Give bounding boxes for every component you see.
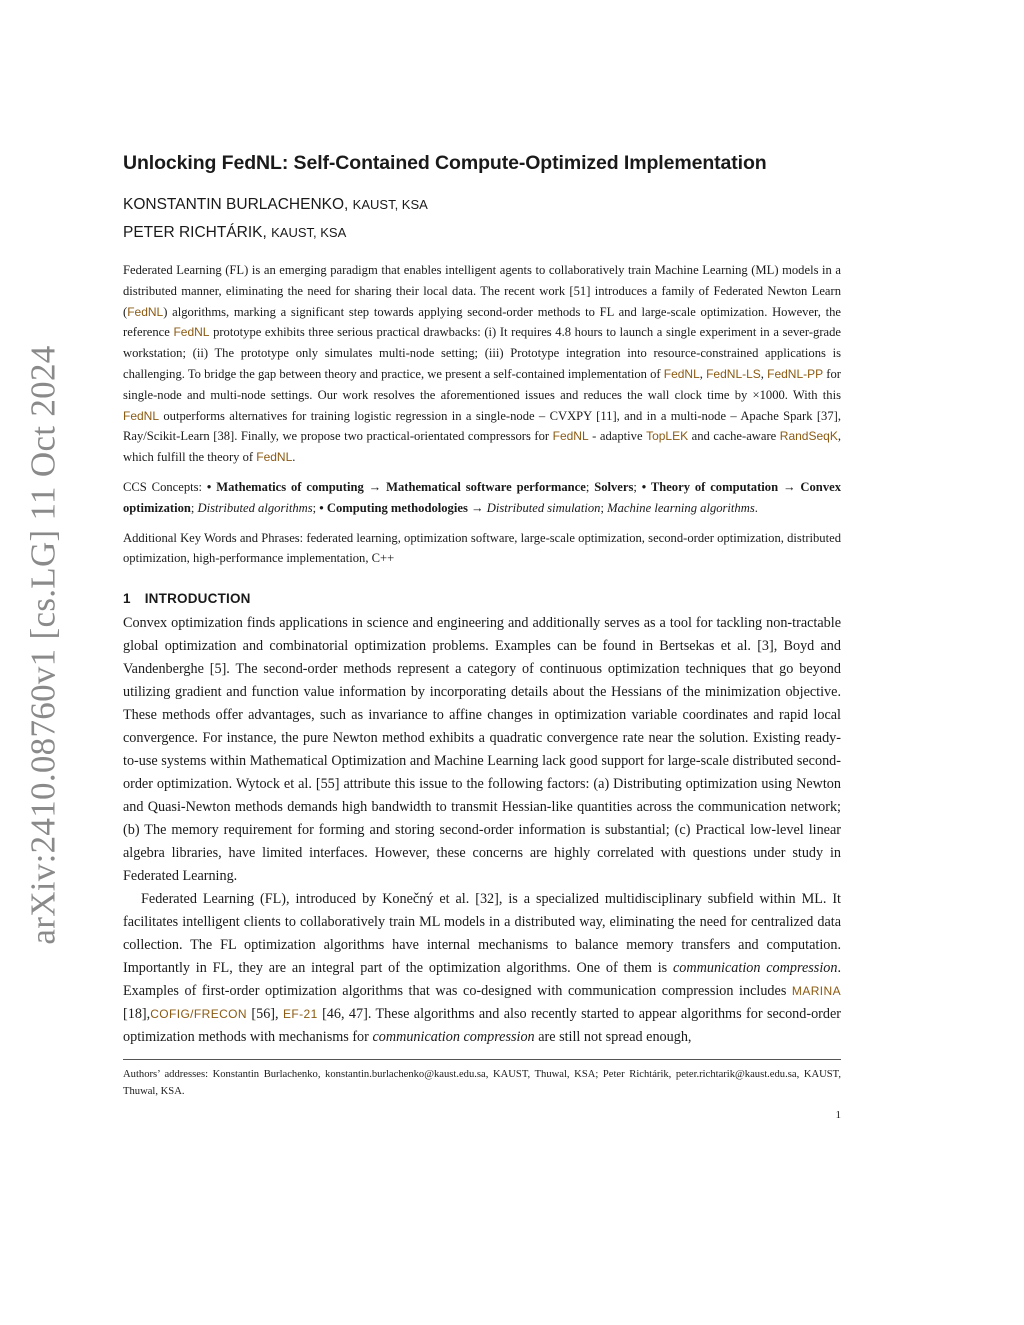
section-number: 1 xyxy=(123,591,131,607)
paper-page xyxy=(123,152,841,1121)
ccs-sep: ; xyxy=(600,500,608,515)
algo-name: EF-21 xyxy=(282,1007,318,1022)
author-2 xyxy=(123,224,841,242)
abstract-text: Federated Learning (FL) is an emerging paradigm that enables intelligent agents to collaboratively train Machine Learning (ML) models in a distributed manner, eliminating the need for sharing their local data. The recent work [51] introduces a family of Federated Newton Learn ( xyxy=(123,263,841,319)
paragraph-2 xyxy=(123,888,841,1049)
footnote: Authors’ addresses: Konstantin Burlachenko, konstantin.burlachenko@kaust.edu.sa, KAUST, Thuwal, KSA; Peter Richtárik, peter.richtarik@kaust.edu.sa, KAUST, Thuwal, KSA. xyxy=(123,1069,841,1098)
paragraph-text: [18], xyxy=(123,1006,151,1023)
algo-name: TopLEK xyxy=(646,429,689,444)
abstract-text: ) algorithms, marking a significant step towards applying second-order methods to FL and large-scale optimization. However, the reference xyxy=(123,304,841,340)
ccs-concepts xyxy=(123,477,841,519)
author-affiliation: KAUST, KSA xyxy=(352,197,428,212)
ccs-sep: ; xyxy=(633,479,642,494)
algo-name: COFIG/FRECON xyxy=(150,1007,247,1022)
section-title: INTRODUCTION xyxy=(144,591,251,607)
algo-name: FedNL xyxy=(123,408,160,423)
abstract-text: , xyxy=(760,366,768,381)
emphasis: communication compression xyxy=(672,960,838,977)
author-name: KONSTANTIN BURLACHENKO, xyxy=(123,196,349,213)
abstract-text: , xyxy=(699,366,707,381)
paragraph-text: . Examples of first-order optimization algorithms that was co-designed with communication compression includes xyxy=(123,960,841,1000)
arxiv-stamp xyxy=(8,345,80,945)
keywords: Additional Key Words and Phrases: federated learning, optimization software, large-scale optimization, second-order optimization, distributed optimization, high-performance implementation, C++ xyxy=(123,530,841,566)
algo-name: FedNL-PP xyxy=(767,366,824,381)
algo-name: FedNL xyxy=(552,429,589,444)
ccs-subterm: Machine learning algorithms xyxy=(607,500,755,515)
paragraph-text: [56], xyxy=(247,1006,283,1023)
ccs-term: • Computing methodologies → xyxy=(319,500,487,515)
abstract-text: , which fulfill the theory of xyxy=(123,429,841,465)
algo-name: RandSeqK xyxy=(779,429,838,444)
paper-title: Unlocking FedNL: Self-Contained Compute-Optimized Implementation xyxy=(123,152,767,174)
abstract-text: and cache-aware xyxy=(688,429,780,444)
body-text xyxy=(123,612,841,1049)
abstract-text: . xyxy=(292,450,296,465)
page-number: 1 xyxy=(835,1109,841,1122)
algo-name: FedNL xyxy=(127,304,164,319)
arxiv-stamp-text: arXiv:2410.08760v1 [cs.LG] 11 Oct 2024 xyxy=(24,345,64,945)
abstract-text: - adaptive xyxy=(588,429,647,444)
algo-name: FedNL xyxy=(173,325,210,340)
algo-name: MARINA xyxy=(791,984,841,999)
paragraph-text: Federated Learning (FL), introduced by Konečný et al. [32], is a specialized multidisciplinary subfield within ML. It facilitates intelligent clients to collaboratively train ML models in a distributed way, eliminating the need for centralized data collection. The FL optimization algorithms have internal mechanisms to balance memory transfers and computation. Importantly in FL, they are an integral part of the optimization algorithms. One of them is xyxy=(123,891,841,977)
author-affiliation: KAUST, KSA xyxy=(271,225,347,240)
section-heading xyxy=(123,591,841,606)
paragraph-1: Convex optimization finds applications in science and engineering and additionally serves as a tool for tackling non-tractable global optimization and combinatorial optimization problems. Examples can be found in Bertsekas et al. [3], Boyd and Vandenberghe [5]. The second-order methods represent a category of continuous optimization techniques that go beyond utilizing gradient and function value information by incorporating details about the Hessians of the minimization objective. These methods offer advantages, such as invariance to affine changes in optimization variable coordinates and rapid local convergence. For instance, the pure Newton method exhibits a quadratic convergence rate near the solution. Existing ready-to-use systems within Mathematical Optimization and Machine Learning lack good support for large-scale distributed second-order optimization. Wytock et al. [55] attribute this issue to the following factors: (a) Distributing optimization using Newton and Quasi-Newton methods demands high bandwidth to transmit Hessian-like quantities across the communication network; (b) The memory requirement for forming and storing second-order information is substantial; (c) Practical low-level linear algebra libraries, have limited interfaces. However, these concerns are highly correlated with questions under study in Federated Learning. xyxy=(123,615,841,885)
abstract-text: prototype exhibits three serious practical drawbacks: (i) It requires 4.8 hours to launch a single experiment in a sever-grade workstation; (ii) The prototype only simulates multi-node setting; (iii) Prototype integration into resource-constrained applications is challenging. To bridge the gap between theory and practice, we present a self-contained implementation of xyxy=(123,325,841,381)
algo-name: FedNL xyxy=(256,450,293,465)
algo-name: FedNL xyxy=(663,366,700,381)
ccs-label: CCS Concepts: xyxy=(123,479,207,494)
abstract xyxy=(123,260,841,468)
ccs-sep: . xyxy=(754,500,758,515)
ccs-sep: ; xyxy=(312,500,320,515)
abstract-text: outperforms alternatives for training logistic regression in a single-node – CVXPY [11], and in a multi-node – Apache Spark [37], Ray/Scikit-Learn [38]. Finally, we propose two practical-orientated compressors for xyxy=(123,408,841,444)
author-1 xyxy=(123,196,841,214)
paragraph-text: [46, 47]. These algorithms and also recently started to appear algorithms for second-order optimization methods with mechanisms for xyxy=(123,1006,842,1046)
ccs-subterm: Distributed simulation xyxy=(486,500,601,515)
footnote-divider xyxy=(123,1059,841,1060)
author-name: PETER RICHTÁRIK, xyxy=(123,224,267,241)
paragraph-text: are still not spread enough, xyxy=(534,1029,692,1046)
abstract-text: for single-node and multi-node settings. Our work resolves the aforementioned issues and reduces the wall clock time by ×1000. With this xyxy=(123,366,841,402)
ccs-term: • Theory of computation → Convex optimization xyxy=(123,479,841,515)
ccs-sep: ; xyxy=(190,500,198,515)
algo-name: FedNL-LS xyxy=(706,366,761,381)
ccs-sep: ; xyxy=(585,479,595,494)
ccs-term: • Mathematics of computing → Mathematical software performance xyxy=(206,479,586,494)
emphasis: communication compression xyxy=(372,1029,535,1046)
ccs-subterm: Distributed algorithms xyxy=(197,500,313,515)
ccs-term: Solvers xyxy=(594,479,634,494)
